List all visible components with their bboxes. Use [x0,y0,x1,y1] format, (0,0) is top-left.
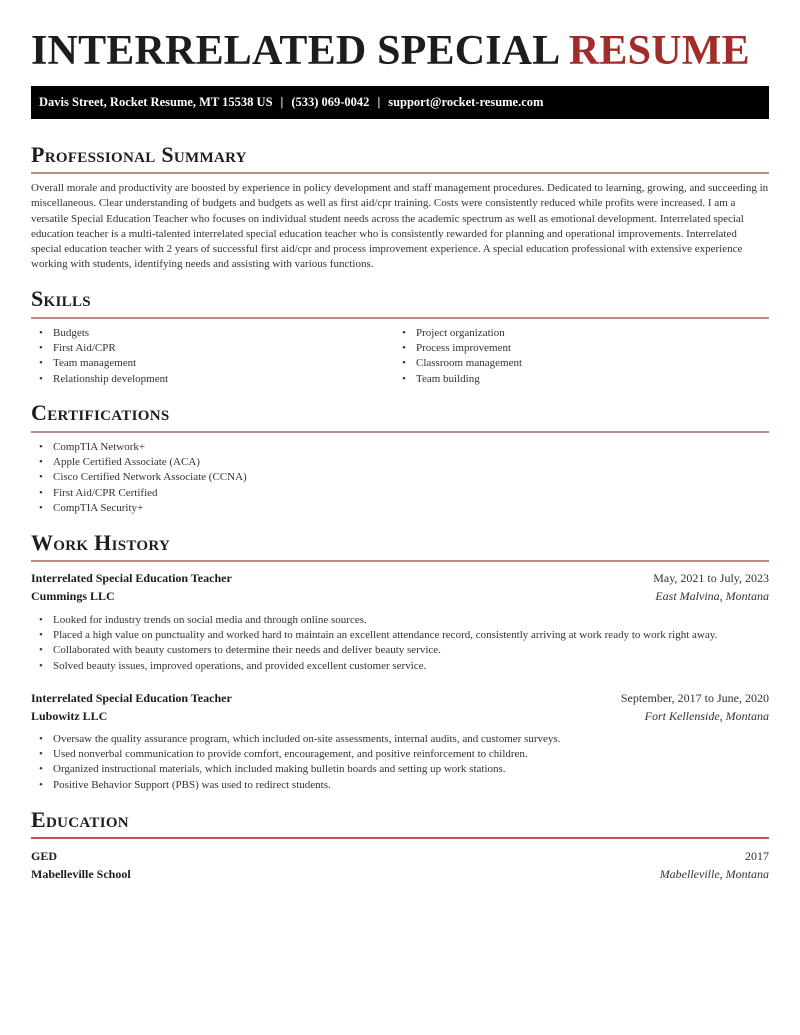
certification-item: • Cisco Certified Network Associate (CCNA) [31,470,247,485]
section-title-skills: Skills [31,286,91,311]
skill-item: • Project organization [394,326,522,341]
contact-separator: | [280,95,284,109]
section-divider [31,317,769,319]
job-location: Fort Kellenside, Montana [644,709,769,723]
skill-item: • First Aid/CPR [31,341,168,356]
section-divider [31,837,769,839]
contact-address: Davis Street, Rocket Resume, MT 15538 US [39,95,273,109]
job-bullet: • Collaborated with beauty customers to determine their needs and deliver beauty service. [31,643,717,658]
job-dates: September, 2017 to June, 2020 [620,691,769,705]
certification-item: • CompTIA Security+ [31,501,247,516]
job-title: Interrelated Special Education Teacher [31,691,232,705]
name-accent: RESUME [568,28,750,74]
job-bullets [31,613,717,674]
section-title-summary: Professional Summary [31,142,247,167]
section-title-certifications: Certifications [31,400,170,425]
job-bullet: • Placed a high value on punctuality and worked hard to maintain an excellent attendance record, consistently arriving at work ready to work right away. [31,628,717,643]
education-year: 2017 [745,849,769,863]
certifications-list [31,440,247,516]
section-divider [31,560,769,562]
skill-item: • Team building [394,372,522,387]
education-location: Mabelleville, Montana [659,867,769,881]
certification-item: • Apple Certified Associate (ACA) [31,455,247,470]
contact-email[interactable]: support@rocket-resume.com [388,95,544,109]
name-primary: INTERRELATED SPECIAL [31,28,559,74]
job-bullet: • Used nonverbal communication to provide comfort, encouragement, and positive reinforcement to children. [31,747,560,762]
section-title-education: Education [31,807,129,832]
skill-item: • Classroom management [394,356,522,371]
contact-separator: | [377,95,381,109]
skill-item: • Team management [31,356,168,371]
contact-phone[interactable]: (533) 069-0042 [291,95,370,109]
job-company: Cummings LLC [31,589,115,603]
education-degree: GED [31,849,58,863]
job-location: East Malvina, Montana [655,589,769,603]
job-title: Interrelated Special Education Teacher [31,571,232,585]
skills-list-right [394,326,522,387]
job-company: Lubowitz LLC [31,709,108,723]
job-bullets [31,732,560,793]
job-bullet: • Organized instructional materials, which included making bulletin boards and setting up work stations. [31,762,560,777]
contact-bar [31,86,769,119]
job-bullet: • Oversaw the quality assurance program, which included on-site assessments, internal audits, and customer surveys. [31,732,560,747]
job-bullet: • Positive Behavior Support (PBS) was used to redirect students. [31,778,560,793]
section-divider [31,172,769,174]
job-dates: May, 2021 to July, 2023 [653,571,769,585]
section-title-work-history: Work History [31,530,171,555]
job-bullet: • Solved beauty issues, improved operations, and provided excellent customer service. [31,659,717,674]
skill-item: • Relationship development [31,372,168,387]
summary-text: Overall morale and productivity are boosted by experience in policy development and staff management procedures. Dedicated to learning, growing, and succeeding in miscellaneous. Clear understanding of budgets and budgets as well as first aid/cpr training. Costs were consistently reduced while profits were increased. I am a versatile Special Education Teacher who focuses on individual student needs across the academic spectrum as well as emotional development. Interrelated special education teacher is a multi-talented interrelated special education teacher who is consistently rewarded for planning and operational improvements. Interrelated special education teacher with 2 years of successful first aid/cpr and process improvement experience. A special education professional with extensive experience working with students, identifying needs and assisting with various functions. [31,182,769,271]
skill-item: • Process improvement [394,341,522,356]
job-bullet: • Looked for industry trends on social media and through online sources. [31,613,717,628]
education-school: Mabelleville School [31,867,131,881]
certification-item: • CompTIA Network+ [31,440,247,455]
certification-item: • First Aid/CPR Certified [31,486,247,501]
skills-list-left [31,326,168,387]
resume-name [31,28,750,74]
skill-item: • Budgets [31,326,168,341]
section-divider [31,431,769,433]
